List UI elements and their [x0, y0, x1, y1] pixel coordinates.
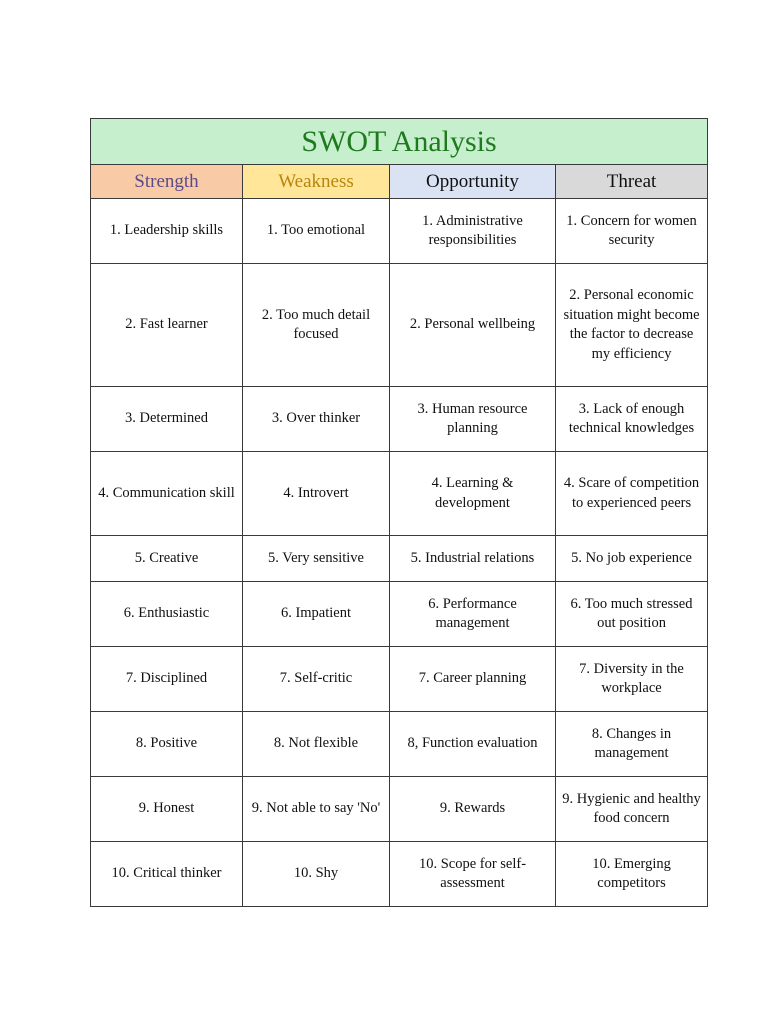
- strength-cell: 3. Determined: [91, 387, 243, 452]
- opportunity-cell: 6. Performance management: [390, 582, 556, 647]
- table-row: [91, 536, 708, 582]
- swot-table: [90, 118, 708, 907]
- strength-cell: 7. Disciplined: [91, 647, 243, 712]
- strength-cell: 9. Honest: [91, 777, 243, 842]
- weakness-header: Weakness: [243, 165, 390, 199]
- strength-cell: 4. Communication skill: [91, 452, 243, 536]
- opportunity-header: Opportunity: [390, 165, 556, 199]
- opportunity-cell: 2. Personal wellbeing: [390, 264, 556, 387]
- opportunity-cell: 10. Scope for self-assessment: [390, 842, 556, 907]
- opportunity-cell: 8, Function evaluation: [390, 712, 556, 777]
- table-row: [91, 712, 708, 777]
- table-title: SWOT Analysis: [91, 119, 708, 165]
- threat-cell: 1. Concern for women security: [556, 199, 708, 264]
- weakness-cell: 1. Too emotional: [243, 199, 390, 264]
- table-row: [91, 199, 708, 264]
- strength-cell: 8. Positive: [91, 712, 243, 777]
- threat-cell: 3. Lack of enough technical knowledges: [556, 387, 708, 452]
- opportunity-cell: 4. Learning & development: [390, 452, 556, 536]
- strength-cell: 5. Creative: [91, 536, 243, 582]
- threat-cell: 2. Personal economic situation might become the factor to decrease my efficiency: [556, 264, 708, 387]
- table-row: [91, 842, 708, 907]
- header-row: [91, 165, 708, 199]
- threat-cell: 10. Emerging competitors: [556, 842, 708, 907]
- table-row: [91, 582, 708, 647]
- threat-cell: 9. Hygienic and healthy food concern: [556, 777, 708, 842]
- threat-cell: 5. No job experience: [556, 536, 708, 582]
- weakness-cell: 8. Not flexible: [243, 712, 390, 777]
- table-row: [91, 777, 708, 842]
- threat-cell: 6. Too much stressed out position: [556, 582, 708, 647]
- weakness-cell: 9. Not able to say 'No': [243, 777, 390, 842]
- weakness-cell: 5. Very sensitive: [243, 536, 390, 582]
- threat-cell: 7. Diversity in the workplace: [556, 647, 708, 712]
- table-row: [91, 647, 708, 712]
- strength-cell: 2. Fast learner: [91, 264, 243, 387]
- table-row: [91, 452, 708, 536]
- opportunity-cell: 7. Career planning: [390, 647, 556, 712]
- weakness-cell: 10. Shy: [243, 842, 390, 907]
- strength-header: Strength: [91, 165, 243, 199]
- title-row: [91, 119, 708, 165]
- threat-header: Threat: [556, 165, 708, 199]
- opportunity-cell: 9. Rewards: [390, 777, 556, 842]
- weakness-cell: 7. Self-critic: [243, 647, 390, 712]
- strength-cell: 6. Enthusiastic: [91, 582, 243, 647]
- table-row: [91, 387, 708, 452]
- strength-cell: 1. Leadership skills: [91, 199, 243, 264]
- strength-cell: 10. Critical thinker: [91, 842, 243, 907]
- weakness-cell: 3. Over thinker: [243, 387, 390, 452]
- weakness-cell: 6. Impatient: [243, 582, 390, 647]
- weakness-cell: 2. Too much detail focused: [243, 264, 390, 387]
- opportunity-cell: 5. Industrial relations: [390, 536, 556, 582]
- weakness-cell: 4. Introvert: [243, 452, 390, 536]
- table-row: [91, 264, 708, 387]
- threat-cell: 8. Changes in management: [556, 712, 708, 777]
- opportunity-cell: 3. Human resource planning: [390, 387, 556, 452]
- opportunity-cell: 1. Administrative responsibilities: [390, 199, 556, 264]
- threat-cell: 4. Scare of competition to experienced peers: [556, 452, 708, 536]
